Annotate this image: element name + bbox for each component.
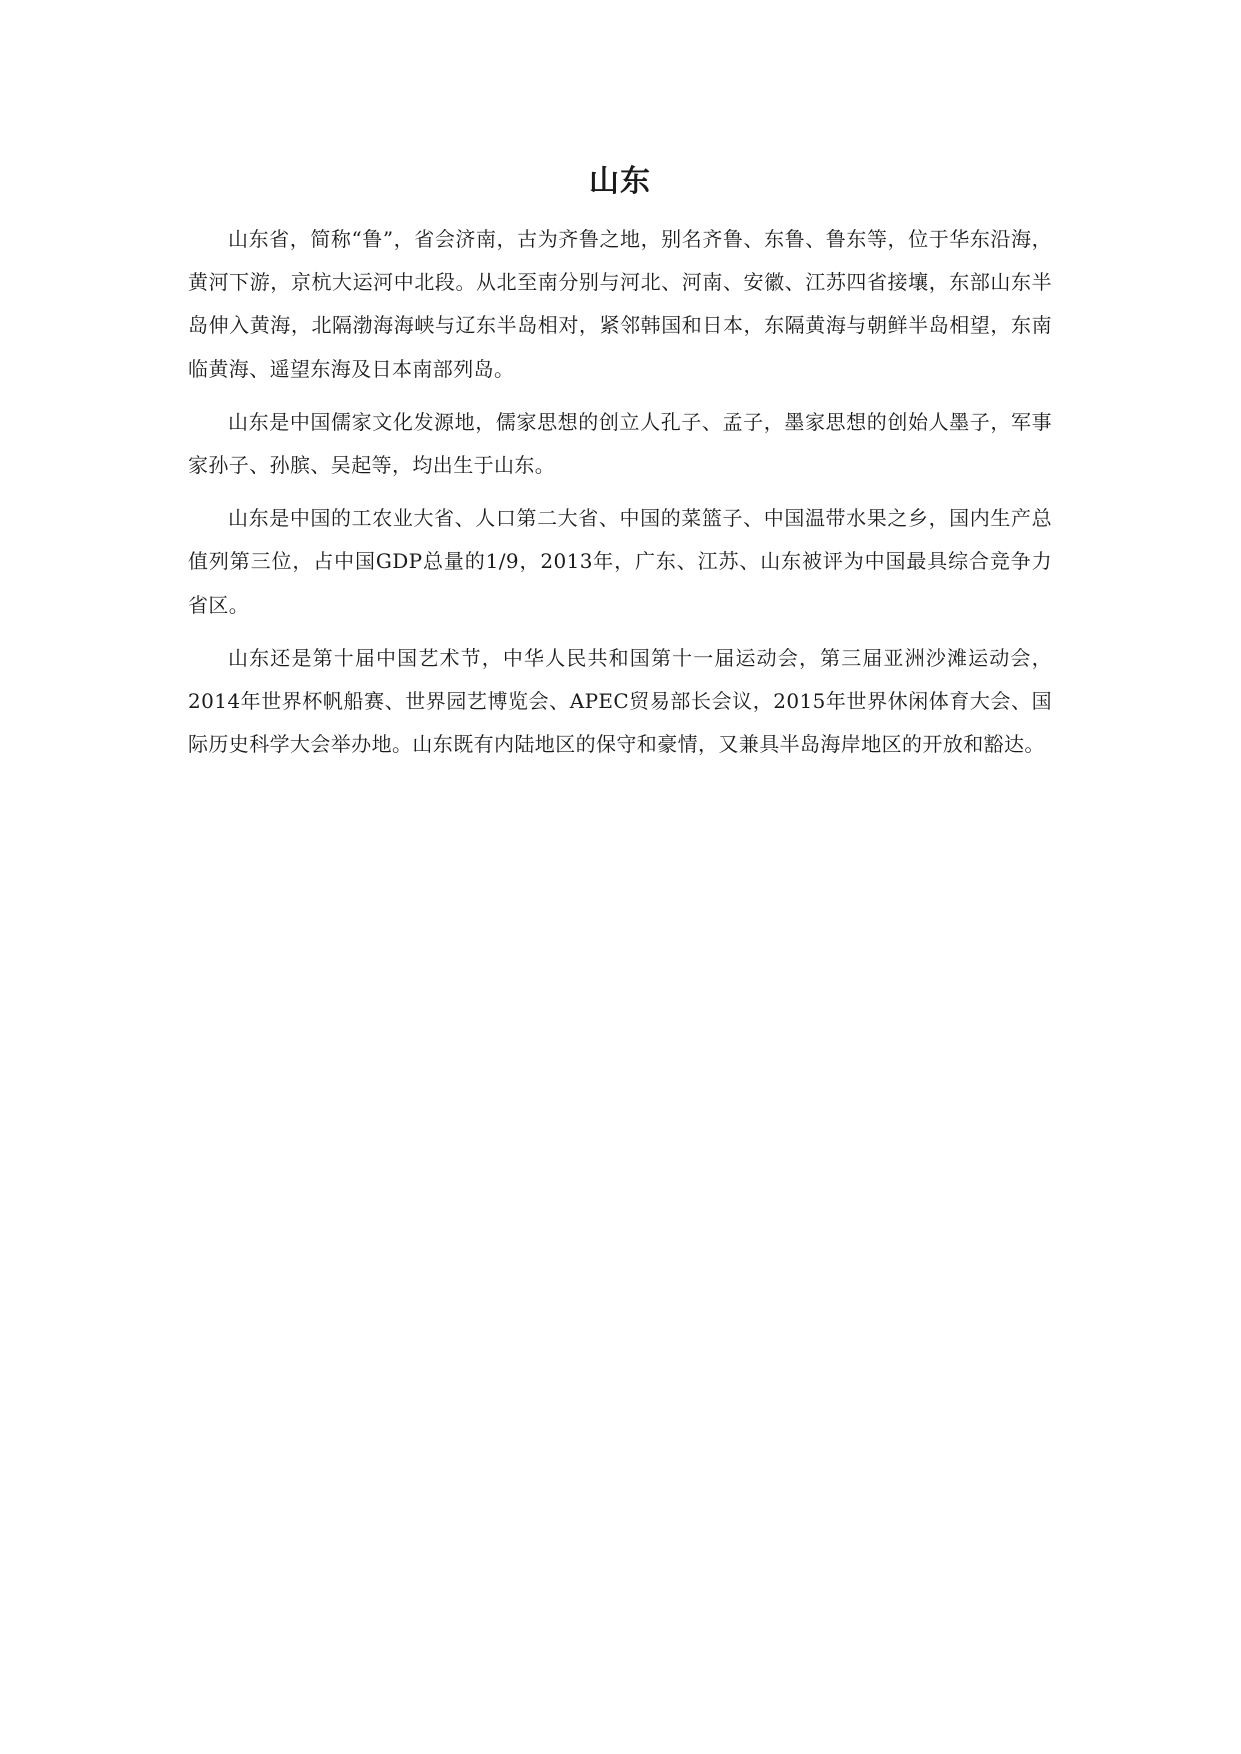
paragraph-overview: 山东省，简称“鲁”，省会济南，古为齐鲁之地，别名齐鲁、东鲁、鲁东等，位于华东沿海，黄河下游，京杭大运河中北段。从北至南分别与河北、河南、安徽、江苏四省接壤，东部山东半岛伸入黄海，北隔渤海海峡与辽东半岛相对，紧邻韩国和日本，东隔黄海与朝鲜半岛相望，东南临黄海、遥望东海及日本南部列岛。 [188,227,1052,381]
page-title: 山东 [589,164,651,199]
paragraph-culture: 山东是中国儒家文化发源地，儒家思想的创立人孔子、孟子，墨家思想的创始人墨子，军事家孙子、孙膑、吴起等，均出生于山东。 [188,409,1052,478]
paragraph-events: 山东还是第十届中国艺术节，中华人民共和国第十一届运动会，第三届亚洲沙滩运动会，2014年世界杯帆船赛、世界园艺博览会、APEC贸易部长会议，2015年世界休闲体育大会、国际历史科学大会举办地。山东既有内陆地区的保守和豪情，又兼具半岛海岸地区的开放和豁达。 [188,645,1052,757]
paragraph-economy: 山东是中国的工农业大省、人口第二大省、中国的菜篮子、中国温带水果之乡，国内生产总值列第三位，占中国GDP总量的1/9，2013年，广东、江苏、山东被评为中国最具综合竞争力省区。 [188,506,1052,617]
document-body [188,160,1052,776]
